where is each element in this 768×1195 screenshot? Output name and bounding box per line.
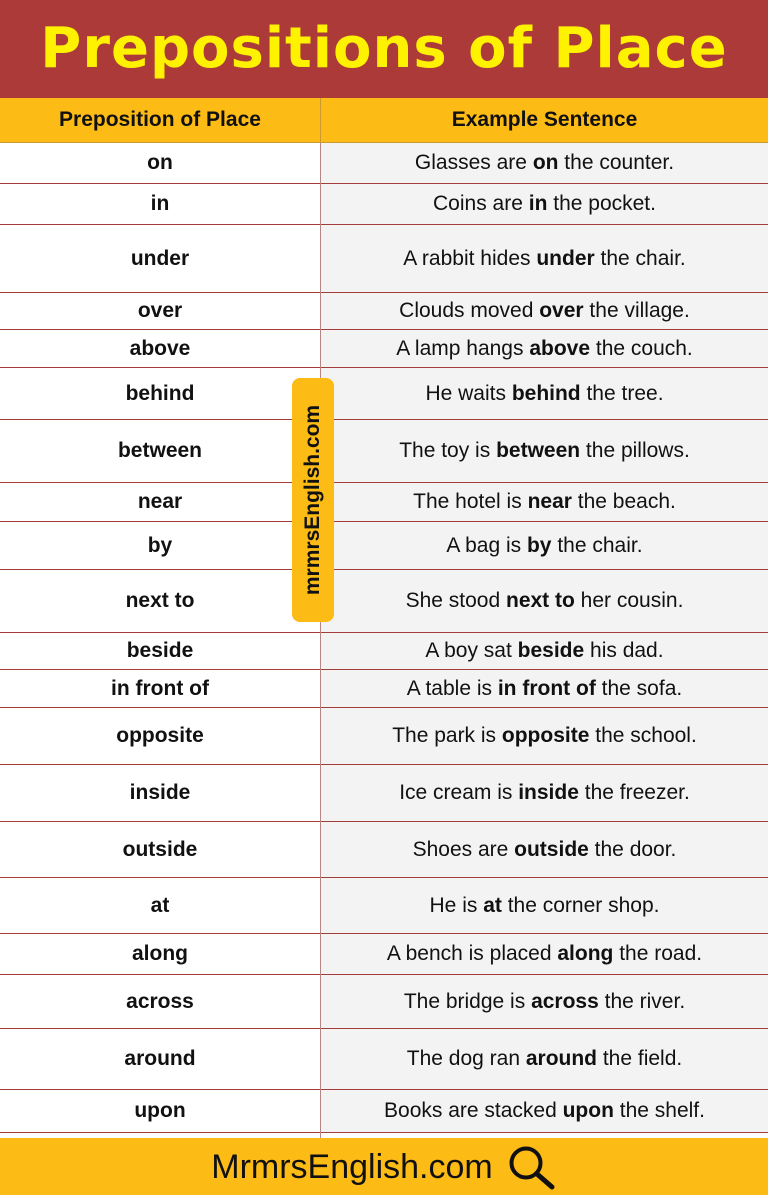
- preposition-cell: opposite: [0, 708, 320, 764]
- preposition-cell: inside: [0, 765, 320, 821]
- example-sentence-cell: [321, 570, 768, 632]
- example-sentence-cell: [321, 483, 768, 521]
- table-row: [0, 522, 768, 570]
- sentence-start: Glasses are: [414, 151, 533, 174]
- preposition-cell: behind: [0, 368, 320, 419]
- table-row: [0, 934, 768, 975]
- sentence-start: He waits: [425, 381, 512, 405]
- sentence-start: Books are stacked: [384, 1099, 563, 1122]
- preposition-cell: in: [0, 184, 320, 224]
- sentence-preposition: between: [496, 439, 581, 462]
- example-sentence-cell: [321, 670, 768, 707]
- preposition-cell: between: [0, 420, 320, 482]
- sentence-preposition: under: [536, 246, 595, 270]
- sentence-end: the beach.: [571, 490, 676, 513]
- table-header: [0, 98, 768, 143]
- sentence-start: Ice cream is: [399, 781, 519, 804]
- sentence-start: The park is: [392, 724, 502, 747]
- search-icon: [507, 1144, 557, 1190]
- footer: [0, 1138, 768, 1195]
- sentence-preposition: upon: [562, 1099, 614, 1122]
- table-row: [0, 293, 768, 330]
- sentence-preposition: on: [532, 151, 559, 174]
- sentence-end: the school.: [589, 724, 697, 747]
- table-row: [0, 878, 768, 934]
- watermark-badge: [292, 378, 334, 622]
- example-sentence-cell: [321, 293, 768, 329]
- example-sentence-cell: [321, 330, 768, 367]
- preposition-cell: on: [0, 143, 320, 183]
- table-row: [0, 368, 768, 420]
- example-sentence-cell: [321, 934, 768, 974]
- sentence-end: the freezer.: [578, 781, 690, 804]
- sentence-preposition: outside: [514, 837, 589, 861]
- sentence-start: The toy is: [399, 439, 497, 462]
- sentence-start: The bridge is: [403, 989, 532, 1013]
- table-row: [0, 1090, 768, 1133]
- sentence-preposition: inside: [518, 781, 579, 804]
- example-sentence-cell: [321, 633, 768, 669]
- table-row: [0, 708, 768, 765]
- table-row: [0, 975, 768, 1029]
- table-row: [0, 670, 768, 708]
- preposition-cell: beside: [0, 633, 320, 669]
- sentence-preposition: by: [526, 533, 552, 557]
- sentence-end: the chair.: [594, 246, 686, 270]
- table-body: [0, 143, 768, 1138]
- example-sentence-cell: [321, 1029, 768, 1089]
- example-sentence-cell: [321, 822, 768, 877]
- sentence-preposition: along: [557, 942, 614, 965]
- header-preposition: Preposition of Place: [59, 108, 261, 131]
- header-example-sentence: Example Sentence: [451, 108, 638, 131]
- sentence-start: A rabbit hides: [403, 246, 537, 270]
- sentence-start: Shoes are: [412, 837, 515, 861]
- preposition-cell: outside: [0, 822, 320, 877]
- sentence-end: the sofa.: [595, 676, 683, 700]
- table-row: [0, 765, 768, 822]
- preposition-cell: upon: [0, 1090, 320, 1132]
- example-sentence-cell: [321, 522, 768, 569]
- table-row: [0, 822, 768, 878]
- sentence-preposition: above: [529, 336, 591, 360]
- title-bar: [0, 0, 768, 98]
- example-sentence-cell: [321, 184, 768, 224]
- sentence-start: A lamp hangs: [396, 336, 530, 360]
- example-sentence-cell: [321, 878, 768, 933]
- sentence-start: The dog ran: [406, 1047, 526, 1070]
- example-sentence-cell: [321, 368, 768, 419]
- sentence-end: the river.: [598, 989, 686, 1013]
- example-sentence-cell: [321, 143, 768, 183]
- sentence-end: the chair.: [551, 533, 643, 557]
- sentence-preposition: beside: [517, 639, 585, 662]
- watermark-text: mrmrsEnglish.com: [301, 404, 325, 596]
- table-row: [0, 225, 768, 293]
- sentence-preposition: at: [483, 893, 502, 917]
- sentence-end: the field.: [597, 1047, 683, 1070]
- example-sentence-cell: [321, 765, 768, 821]
- table-row: [0, 1029, 768, 1090]
- preposition-cell: at: [0, 878, 320, 933]
- sentence-preposition: over: [539, 299, 584, 322]
- page-title: Prepositions of Place: [40, 16, 728, 81]
- preposition-cell: across: [0, 975, 320, 1028]
- sentence-preposition: in front of: [497, 676, 596, 700]
- sentence-preposition: behind: [511, 381, 581, 405]
- sentence-start: Clouds moved: [399, 299, 540, 322]
- sentence-start: A bag is: [446, 533, 527, 557]
- sentence-preposition: opposite: [501, 724, 590, 747]
- sentence-start: A table is: [406, 676, 498, 700]
- table-row: [0, 143, 768, 184]
- preposition-cell: by: [0, 522, 320, 569]
- example-sentence-cell: [321, 420, 768, 482]
- table-row: [0, 184, 768, 225]
- sentence-end: his dad.: [584, 639, 664, 662]
- sentence-preposition: in: [528, 192, 548, 215]
- preposition-cell: next to: [0, 570, 320, 632]
- example-sentence-cell: [321, 1090, 768, 1132]
- table-row: [0, 330, 768, 368]
- sentence-preposition: near: [527, 490, 572, 513]
- preposition-cell: above: [0, 330, 320, 367]
- preposition-cell: under: [0, 225, 320, 292]
- sentence-start: He is: [429, 893, 484, 917]
- sentence-end: the door.: [588, 837, 677, 861]
- preposition-cell: along: [0, 934, 320, 974]
- table-row: [0, 420, 768, 483]
- sentence-end: the shelf.: [613, 1099, 705, 1122]
- preposition-cell: near: [0, 483, 320, 521]
- preposition-cell: around: [0, 1029, 320, 1089]
- sentence-end: the pillows.: [580, 439, 690, 462]
- sentence-end: the corner shop.: [501, 893, 660, 917]
- sentence-preposition: around: [525, 1047, 598, 1070]
- sentence-start: A bench is placed: [386, 942, 558, 965]
- sentence-end: the counter.: [558, 151, 675, 174]
- sentence-start: The hotel is: [413, 490, 528, 513]
- table-row: [0, 483, 768, 522]
- sentence-end: the tree.: [580, 381, 664, 405]
- column-divider: [320, 143, 321, 1138]
- example-sentence-cell: [321, 225, 768, 292]
- sentence-end: the village.: [583, 299, 690, 322]
- sentence-preposition: next to: [506, 589, 575, 612]
- sentence-end: the pocket.: [547, 192, 656, 215]
- sentence-start: A boy sat: [425, 639, 518, 662]
- preposition-cell: in front of: [0, 670, 320, 707]
- example-sentence-cell: [321, 708, 768, 764]
- footer-website: MrmrsEnglish.com: [211, 1147, 493, 1186]
- sentence-end: the road.: [613, 942, 703, 965]
- sentence-preposition: across: [531, 989, 599, 1013]
- sentence-end: the couch.: [590, 336, 693, 360]
- table-row: [0, 633, 768, 670]
- sentence-start: She stood: [405, 589, 506, 612]
- example-sentence-cell: [321, 975, 768, 1028]
- sentence-start: Coins are: [433, 192, 529, 215]
- table-row: [0, 570, 768, 633]
- sentence-end: her cousin.: [574, 589, 684, 612]
- preposition-cell: over: [0, 293, 320, 329]
